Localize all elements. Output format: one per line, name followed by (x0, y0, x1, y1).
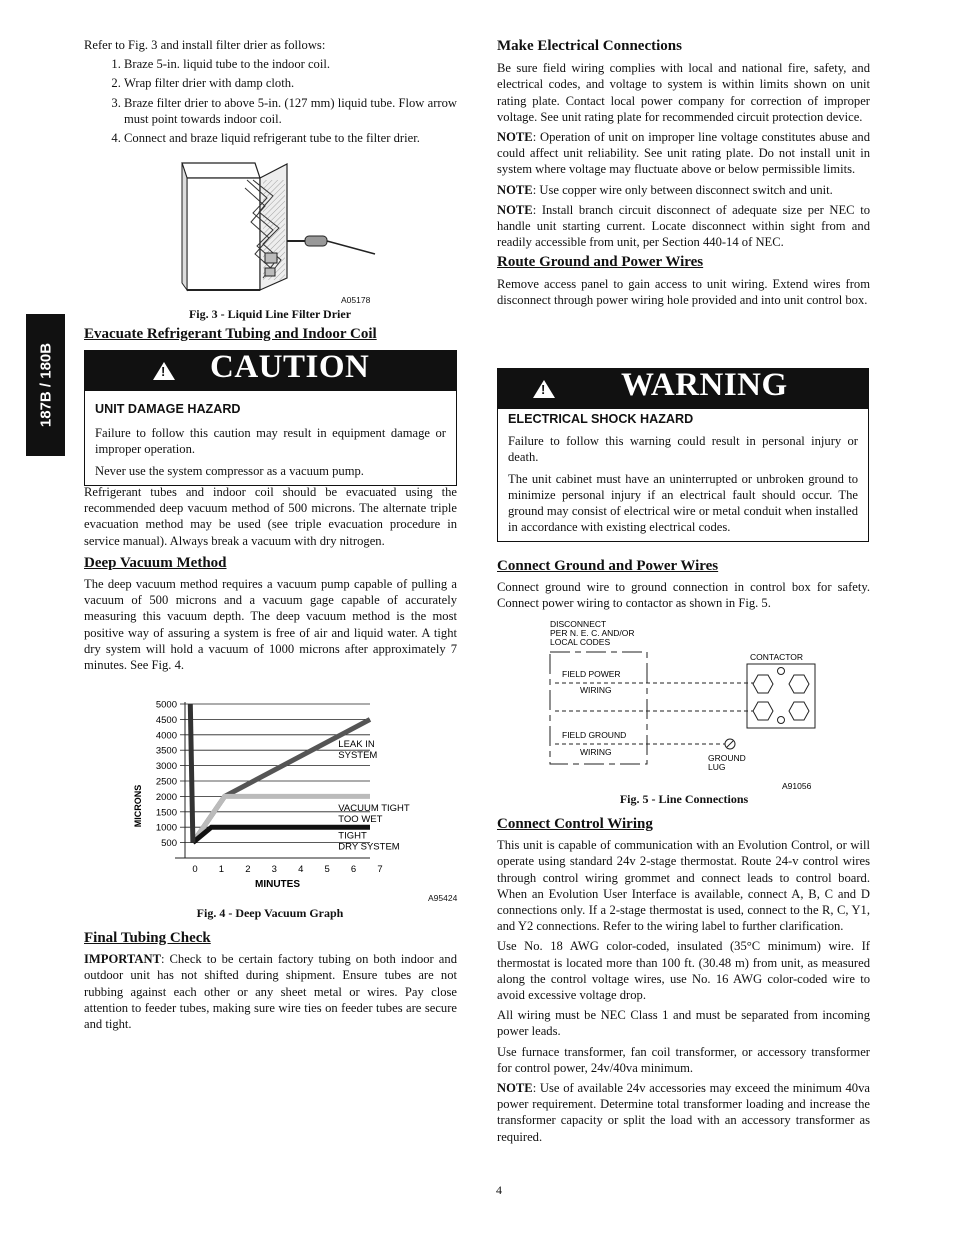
caution-header (85, 351, 456, 391)
field-power-wiring-label: WIRING (580, 685, 612, 695)
disconnect-label-1: DISCONNECT (550, 619, 607, 629)
connect-paragraph: Connect ground wire to ground connection in control box for safety. Connect power wiring to contactor as shown in Fig. 5. (497, 580, 870, 611)
y-tick-label: 2500 (155, 776, 177, 788)
dry-label: TIGHT (338, 830, 367, 842)
warning-body (498, 409, 868, 541)
note-label: NOTE (497, 182, 533, 197)
x-axis-label: MINUTES (255, 879, 300, 890)
y-tick-label: 500 (161, 838, 177, 850)
step-4: 4. Connect and braze liquid refrigerant tube to the filter drier. (124, 130, 457, 146)
x-tick-label: 4 (298, 864, 304, 875)
final-tubing-heading: Final Tubing Check (84, 930, 211, 946)
step-3: 3. Braze filter drier to above 5-in. (127 mm) liquid tube. Flow arrow must point towards indoor coil. (124, 95, 457, 127)
side-tab (26, 314, 65, 456)
step-1: 1. Braze 5-in. liquid tube to the indoor coil. (124, 56, 457, 72)
fig3-filter-drier-illustration (175, 158, 380, 308)
field-ground-label: FIELD GROUND (562, 730, 627, 740)
control-heading: Connect Control Wiring (497, 816, 653, 832)
contactor-label: CONTACTOR (750, 652, 804, 662)
note-1-text: : Operation of unit on improper line voltage constitutes abuse and could affect unit reliability. See unit rating plate. Do not install unit in system where voltage may fluctuate above or below permissible limits. (497, 130, 870, 177)
control-paragraph-1: This unit is capable of communication with an Evolution Control, or will operate using standard 24v 2-stage thermostat. Route 24-v control wires through control wiring grommet and connect leads to control board. When an Evolution User Interface is available, connect A, B, C and D connections only. If a 2-stage thermostat is used, connect to the R, C, Y1, and Y2 connections. Refer to the wiring label to further clarification. (497, 838, 870, 934)
x-tick-label: 5 (324, 864, 330, 875)
warning-text-2: The unit cabinet must have an uninterrupted or unbroken ground to minimize personal injury if an electrical fault should occur. The ground may consist of electrical wire or metal conduit when installed in accordance with existing electrical codes. (508, 472, 858, 534)
note-2-text: : Use copper wire only between disconnect switch and unit. (532, 182, 833, 197)
connect-heading: Connect Ground and Power Wires (497, 558, 719, 574)
y-tick-label: 5000 (155, 699, 177, 711)
note-label: NOTE (497, 130, 533, 145)
evac-heading: Evacuate Refrigerant Tubing and Indoor Coil (84, 326, 377, 342)
control-paragraph-4: Use furnace transformer, fan coil transformer, or accessory transformer for control power, 24v/40va minimum. (497, 1044, 870, 1075)
control-section (497, 816, 870, 1149)
ground-lug-label-2: LUG (708, 762, 726, 772)
fig3-code: A05178 (341, 295, 371, 305)
connect-section (497, 558, 870, 616)
y-tick-label: 1500 (155, 807, 177, 819)
y-tick-label: 4500 (155, 714, 177, 726)
caution-box (84, 350, 457, 486)
note-label: NOTE (497, 202, 533, 217)
x-tick-label: 1 (218, 864, 225, 875)
page-number: 4 (496, 1183, 502, 1197)
caution-hazard: UNIT DAMAGE HAZARD (95, 402, 241, 416)
deep-vacuum-paragraph: The deep vacuum method requires a vacuum pump capable of pulling a vacuum of 500 microns and a vacuum gage capable of accurately measuring this vacuum depth. The deep vacuum method is the most positive way of assuring a system is free of air and liquid water. A tight dry system will hold a vacuum of 1000 microns after approximately 7 minutes. See Fig. 4. (84, 577, 457, 673)
side-tab-label: 187B / 180B (37, 342, 54, 428)
caution-text-1: Failure to follow this caution may result in equipment damage or improper operation. (95, 426, 446, 456)
disconnect-label-3: LOCAL CODES (550, 637, 611, 647)
final-tubing-paragraph (84, 951, 457, 1032)
y-tick-label: 1000 (155, 822, 177, 834)
note-label: NOTE (497, 1081, 533, 1096)
fig4-caption: Fig. 4 - Deep Vacuum Graph (196, 906, 344, 920)
electrical-paragraph: Be sure field wiring complies with local and national fire, safety, and electrical codes, and voltage to system is within limits shown on unit rating plate. Contact local power company for correction of improper voltage. See unit rating plate for recommended circuit protection device. (497, 61, 870, 124)
y-tick-label: 2000 (155, 791, 177, 803)
evac-paragraph: Refrigerant tubes and indoor coil should be evacuated using the recommended deep vacuum method of 500 microns. The alternate triple evacuation method may be used (see triple evacuation procedure in service manual). Always break a vacuum with dry nitrogen. (84, 485, 457, 548)
fig4-code: A95424 (428, 893, 458, 903)
caution-word: CAUTION (210, 349, 370, 385)
warning-hazard: ELECTRICAL SHOCK HAZARD (508, 412, 694, 426)
fig5-code: A91056 (782, 781, 812, 791)
deep-vacuum-chart (120, 693, 460, 908)
fig5-caption: Fig. 5 - Line Connections (619, 792, 749, 806)
note-4 (497, 1080, 870, 1145)
electrical-heading: Make Electrical Connections (497, 38, 682, 54)
leak-label: SYSTEM (338, 750, 378, 762)
wet-label: TOO WET (338, 813, 383, 825)
y-tick-label: 3000 (155, 761, 177, 773)
x-tick-label: 0 (192, 864, 198, 875)
evac-section (84, 484, 457, 677)
fig3-caption: Fig. 3 - Liquid Line Filter Drier (188, 307, 352, 321)
warning-header (498, 369, 868, 409)
warning-word: WARNING (621, 367, 788, 403)
dry-label: DRY SYSTEM (338, 841, 400, 853)
pumpdown-line (190, 704, 193, 843)
leak-label: LEAK IN (338, 739, 375, 751)
warning-box (497, 368, 869, 542)
caution-body (85, 391, 456, 485)
right-column-top (497, 38, 870, 312)
step-2: 2. Wrap filter drier with damp cloth. (124, 75, 457, 91)
fig5-line-connections-diagram (545, 618, 820, 793)
ground-lug-label-1: GROUND (708, 753, 746, 763)
note-2 (497, 182, 870, 198)
wet-label: VACUUM TIGHT (338, 802, 410, 814)
field-ground-wiring-label: WIRING (580, 747, 612, 757)
note-3-text: : Install branch circuit disconnect of adequate size per NEC to handle unit starting current. Locate disconnect within sight from and readily accessible from unit, per Section 440-14 of NEC. (497, 202, 870, 250)
filter-steps (84, 56, 457, 146)
left-column (84, 37, 457, 149)
final-section (84, 930, 457, 1036)
warning-text-1: Failure to follow this warning could result in personal injury or death. (508, 434, 858, 464)
filter-intro: Refer to Fig. 3 and install filter drier as follows: (84, 38, 326, 52)
route-paragraph: Remove access panel to gain access to unit wiring. Extend wires from disconnect through power wiring hole provided and into unit control box. (497, 276, 870, 307)
final-tubing-text: : Check to be certain factory tubing on both indoor and outdoor unit has not shifted during shipment. Ensure tubes are not rubbing against each other or any sheet metal or wires. Pay close attention to feeder tubes, making sure wire ties on feeder tubes are secure and tight. (84, 952, 457, 1032)
x-tick-label: 6 (350, 864, 357, 875)
note-1 (497, 129, 870, 178)
y-tick-label: 4000 (155, 730, 177, 742)
control-paragraph-3: All wiring must be NEC Class 1 and must be separated from incoming power leads. (497, 1008, 870, 1039)
disconnect-label-2: PER N. E. C. AND/OR (550, 628, 635, 638)
y-tick-label: 3500 (155, 745, 177, 757)
warning-triangle-icon (153, 362, 175, 380)
important-label: IMPORTANT (84, 952, 161, 967)
deep-vacuum-heading: Deep Vacuum Method (84, 554, 227, 571)
note-3 (497, 202, 870, 251)
control-paragraph-2: Use No. 18 AWG color-coded, insulated (35°C minimum) wire. If thermostat is located more than 100 ft. (30.48 m) from unit, as measured along the control voltage wires, use No. 16 AWG color-coded wire to avoid excessive voltage drop. (497, 939, 870, 1003)
caution-text-2: Never use the system compressor as a vacuum pump. (95, 464, 364, 478)
x-tick-label: 3 (271, 864, 277, 875)
route-heading: Route Ground and Power Wires (497, 254, 704, 271)
y-axis-label: MICRONS (133, 784, 143, 828)
x-tick-label: 2 (245, 864, 251, 875)
note-4-text: : Use of available 24v accessories may exceed the minimum 40va power requirement. Determine total transformer loading and increase the transformer capacity or split the load with an accessory transformer as required. (497, 1081, 870, 1144)
warning-triangle-icon (533, 380, 555, 398)
x-tick-label: 7 (377, 864, 383, 875)
field-power-label: FIELD POWER (562, 669, 621, 679)
